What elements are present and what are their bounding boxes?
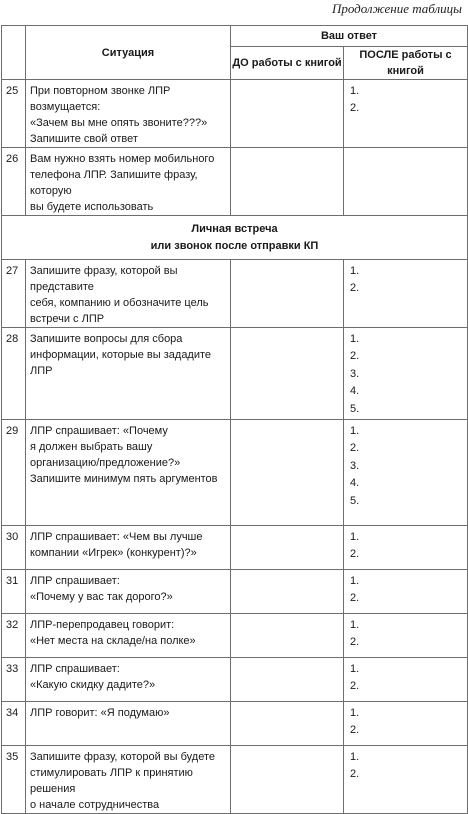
situation-line: ЛПР спрашивает: «Почему	[30, 425, 168, 437]
answer-line[interactable]: 1.	[350, 333, 360, 345]
row-number: 29	[2, 420, 26, 526]
table-row	[2, 80, 468, 148]
answer-line[interactable]: 2.	[350, 592, 360, 605]
answer-after-cell[interactable]	[344, 148, 468, 216]
answer-after-cell[interactable]	[344, 570, 468, 614]
answer-line[interactable]: 2.	[350, 768, 360, 781]
situation-line: Запишите фразу, которой вы представите	[30, 265, 178, 293]
answer-line[interactable]: 1.	[350, 707, 360, 719]
situation-cell	[26, 702, 231, 746]
table-row	[2, 260, 468, 328]
situation-cell	[26, 328, 231, 420]
situation-line: Запишите фразу, которой вы будете	[30, 751, 215, 763]
situation-cell	[26, 746, 231, 814]
answer-list	[350, 573, 467, 608]
answer-after-cell[interactable]	[344, 614, 468, 658]
situation-cell	[26, 614, 231, 658]
situation-cell	[26, 658, 231, 702]
situation-cell	[26, 526, 231, 570]
exercise-table	[1, 25, 468, 814]
situation-line: «Почему у вас так дорого?»	[30, 591, 173, 603]
answer-line[interactable]: 3.	[350, 367, 360, 380]
table-row	[2, 570, 468, 614]
situation-line: Запишите минимум пять аргументов	[30, 473, 218, 485]
answer-line[interactable]: 1.	[350, 751, 360, 763]
row-number: 30	[2, 526, 26, 570]
section-title	[2, 216, 468, 260]
situation-line: ЛПР спрашивает:	[30, 663, 120, 675]
table-body	[2, 80, 468, 814]
row-number: 32	[2, 614, 26, 658]
table-row	[2, 420, 468, 526]
answer-list	[350, 705, 467, 740]
situation-line: ЛПР-перепродавец говорит:	[30, 619, 175, 631]
answer-before-cell[interactable]	[231, 328, 344, 420]
your-answer-header: Ваш ответ	[231, 26, 468, 47]
answer-line[interactable]: 4.	[350, 477, 360, 490]
situation-line: ЛПР спрашивает: «Чем вы лучше	[30, 531, 203, 543]
situation-cell	[26, 420, 231, 526]
answer-after-cell[interactable]	[344, 260, 468, 328]
before-column-header: ДО работы с книгой	[231, 47, 344, 80]
answer-after-cell[interactable]	[344, 328, 468, 420]
answer-line[interactable]: 2.	[350, 724, 360, 737]
situation-column-header: Ситуация	[26, 26, 231, 80]
answer-line[interactable]: 2.	[350, 636, 360, 649]
situation-line: Вам нужно взять номер мобильного	[30, 153, 215, 165]
answer-line[interactable]: 1.	[350, 425, 360, 437]
table-row	[2, 658, 468, 702]
answer-list	[350, 661, 467, 696]
answer-list	[350, 263, 467, 298]
answer-before-cell[interactable]	[231, 658, 344, 702]
answer-before-cell[interactable]	[231, 420, 344, 526]
answer-after-cell[interactable]	[344, 526, 468, 570]
table-row	[2, 148, 468, 216]
answer-line[interactable]: 4.	[350, 385, 360, 398]
answer-line[interactable]: 2.	[350, 102, 360, 115]
row-number: 26	[2, 148, 26, 216]
situation-cell	[26, 570, 231, 614]
situation-line: о начале сотрудничества	[30, 799, 160, 811]
row-number: 31	[2, 570, 26, 614]
answer-before-cell[interactable]	[231, 526, 344, 570]
answer-after-cell[interactable]	[344, 420, 468, 526]
situation-line: Запишите вопросы для сбора	[30, 333, 183, 345]
situation-line: информации, которые вы зададите ЛПР	[30, 349, 212, 377]
row-number: 33	[2, 658, 26, 702]
answer-line[interactable]: 1.	[350, 575, 360, 587]
row-number: 27	[2, 260, 26, 328]
answer-line[interactable]: 1.	[350, 531, 360, 543]
answer-line[interactable]: 1.	[350, 85, 360, 97]
row-number: 25	[2, 80, 26, 148]
situation-line: компании «Игрек» (конкурент)?»	[30, 547, 197, 559]
row-number: 34	[2, 702, 26, 746]
situation-line: стимулировать ЛПР к принятию решения	[30, 767, 193, 795]
situation-line: вы будете использовать	[30, 201, 154, 213]
table-row	[2, 526, 468, 570]
answer-line[interactable]: 2.	[350, 548, 360, 561]
situation-cell	[26, 148, 231, 216]
answer-before-cell[interactable]	[231, 702, 344, 746]
answer-before-cell[interactable]	[231, 570, 344, 614]
answer-list	[350, 529, 467, 564]
situation-line: «Нет места на складе/на полке»	[30, 635, 196, 647]
answer-after-cell[interactable]	[344, 702, 468, 746]
table-row	[2, 702, 468, 746]
situation-line: организацию/предложение?»	[30, 457, 181, 469]
table-row	[2, 614, 468, 658]
row-number: 28	[2, 328, 26, 420]
situation-line: встречи с ЛПР	[30, 313, 105, 325]
answer-before-cell[interactable]	[231, 746, 344, 814]
situation-line: я должен выбрать вашу	[30, 441, 153, 453]
answer-list	[350, 749, 467, 784]
answer-line[interactable]: 2.	[350, 680, 360, 693]
answer-before-cell[interactable]	[231, 148, 344, 216]
situation-cell	[26, 80, 231, 148]
answer-line[interactable]: 5.	[350, 494, 360, 507]
situation-line: Запишите свой ответ	[30, 133, 138, 145]
table-continuation-caption: Продолжение таблицы	[331, 1, 462, 16]
section-title-line: Личная встреча	[191, 222, 278, 235]
answer-after-cell[interactable]	[344, 746, 468, 814]
answer-line[interactable]: 1.	[350, 619, 360, 631]
answer-list	[350, 617, 467, 652]
situation-line: телефона ЛПР. Запишите фразу, которую	[30, 169, 198, 197]
number-column-header	[2, 26, 26, 80]
answer-list	[350, 331, 467, 418]
situation-line: «Зачем вы мне опять звоните???»	[30, 117, 208, 129]
situation-line: себя, компанию и обозначите цель	[30, 297, 209, 309]
section-row	[2, 216, 468, 260]
answer-line[interactable]: 1.	[350, 265, 360, 277]
situation-line: ЛПР спрашивает:	[30, 575, 120, 587]
situation-line: При повторном звонке ЛПР возмущается:	[30, 85, 171, 113]
answer-line[interactable]: 3.	[350, 459, 360, 472]
after-column-header: ПОСЛЕ работы с книгой	[344, 47, 468, 80]
answer-list	[350, 423, 467, 510]
answer-line[interactable]: 1.	[350, 663, 360, 675]
situation-line: «Какую скидку дадите?»	[30, 679, 156, 691]
answer-before-cell[interactable]	[231, 260, 344, 328]
situation-cell	[26, 260, 231, 328]
answer-line[interactable]: 2.	[350, 282, 360, 295]
section-title-line: или звонок после отправки КП	[150, 239, 319, 252]
answer-list	[350, 83, 467, 118]
row-number: 35	[2, 746, 26, 814]
answer-after-cell[interactable]	[344, 80, 468, 148]
table-row	[2, 328, 468, 420]
situation-line: ЛПР говорит: «Я подумаю»	[30, 707, 170, 719]
answer-before-cell[interactable]	[231, 614, 344, 658]
answer-after-cell[interactable]	[344, 658, 468, 702]
answer-line[interactable]: 2.	[350, 442, 360, 455]
table-row	[2, 746, 468, 814]
answer-before-cell[interactable]	[231, 80, 344, 148]
answer-line[interactable]: 2.	[350, 350, 360, 363]
answer-line[interactable]: 5.	[350, 402, 360, 415]
